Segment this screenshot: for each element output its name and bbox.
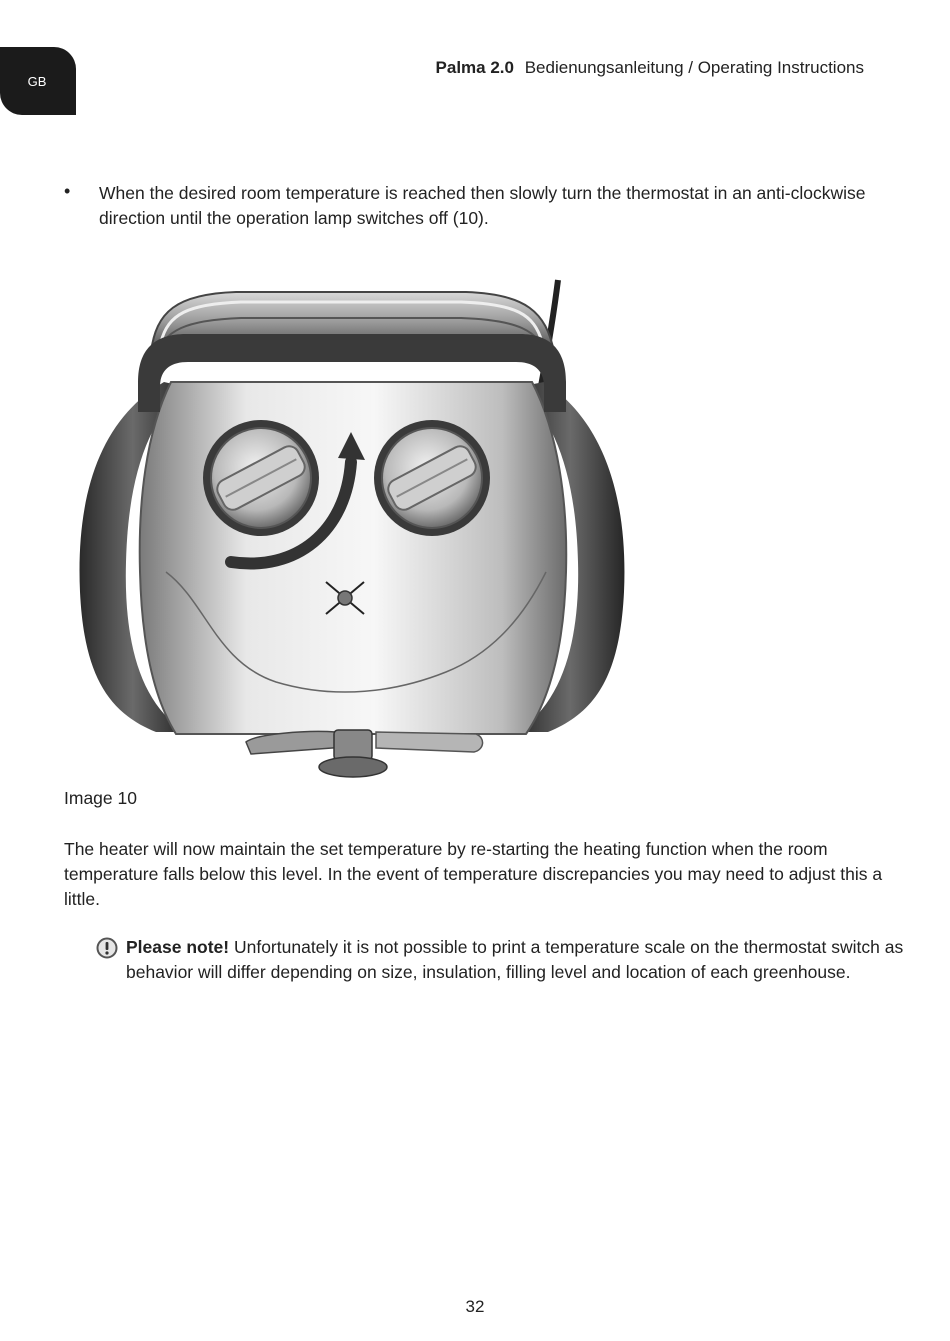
note-text: Unfortunately it is not possible to print a temperature scale on the thermostat switch as behavior will differ depending on size, insulation, filling level and location of each greenhouse. <box>126 937 904 982</box>
product-name: Palma 2.0 <box>435 58 514 77</box>
header-subtitle: Bedienungsanleitung / Operating Instructions <box>524 58 864 77</box>
bullet-item <box>64 181 874 231</box>
figure-caption: Image 10 <box>64 788 137 808</box>
page-header <box>436 58 864 78</box>
exclamation-icon <box>96 937 118 959</box>
heater-illustration <box>76 272 636 787</box>
bullet-symbol: • <box>64 181 71 201</box>
language-tab: GB <box>0 47 76 115</box>
bullet-text: When the desired room temperature is reached then slowly turn the thermostat in an anti-clockwise direction until the operation lamp switches off (10). <box>99 183 866 228</box>
note-block <box>96 935 906 985</box>
page-number: 32 <box>465 1297 485 1316</box>
note-label: Please note! <box>126 937 230 957</box>
note-text-wrapper <box>126 935 906 985</box>
body-paragraph: The heater will now maintain the set temperature by re-starting the heating function when the room temperature falls below this level. In the event of temperature discrepancies you may need to adjust this a little. <box>64 839 883 909</box>
